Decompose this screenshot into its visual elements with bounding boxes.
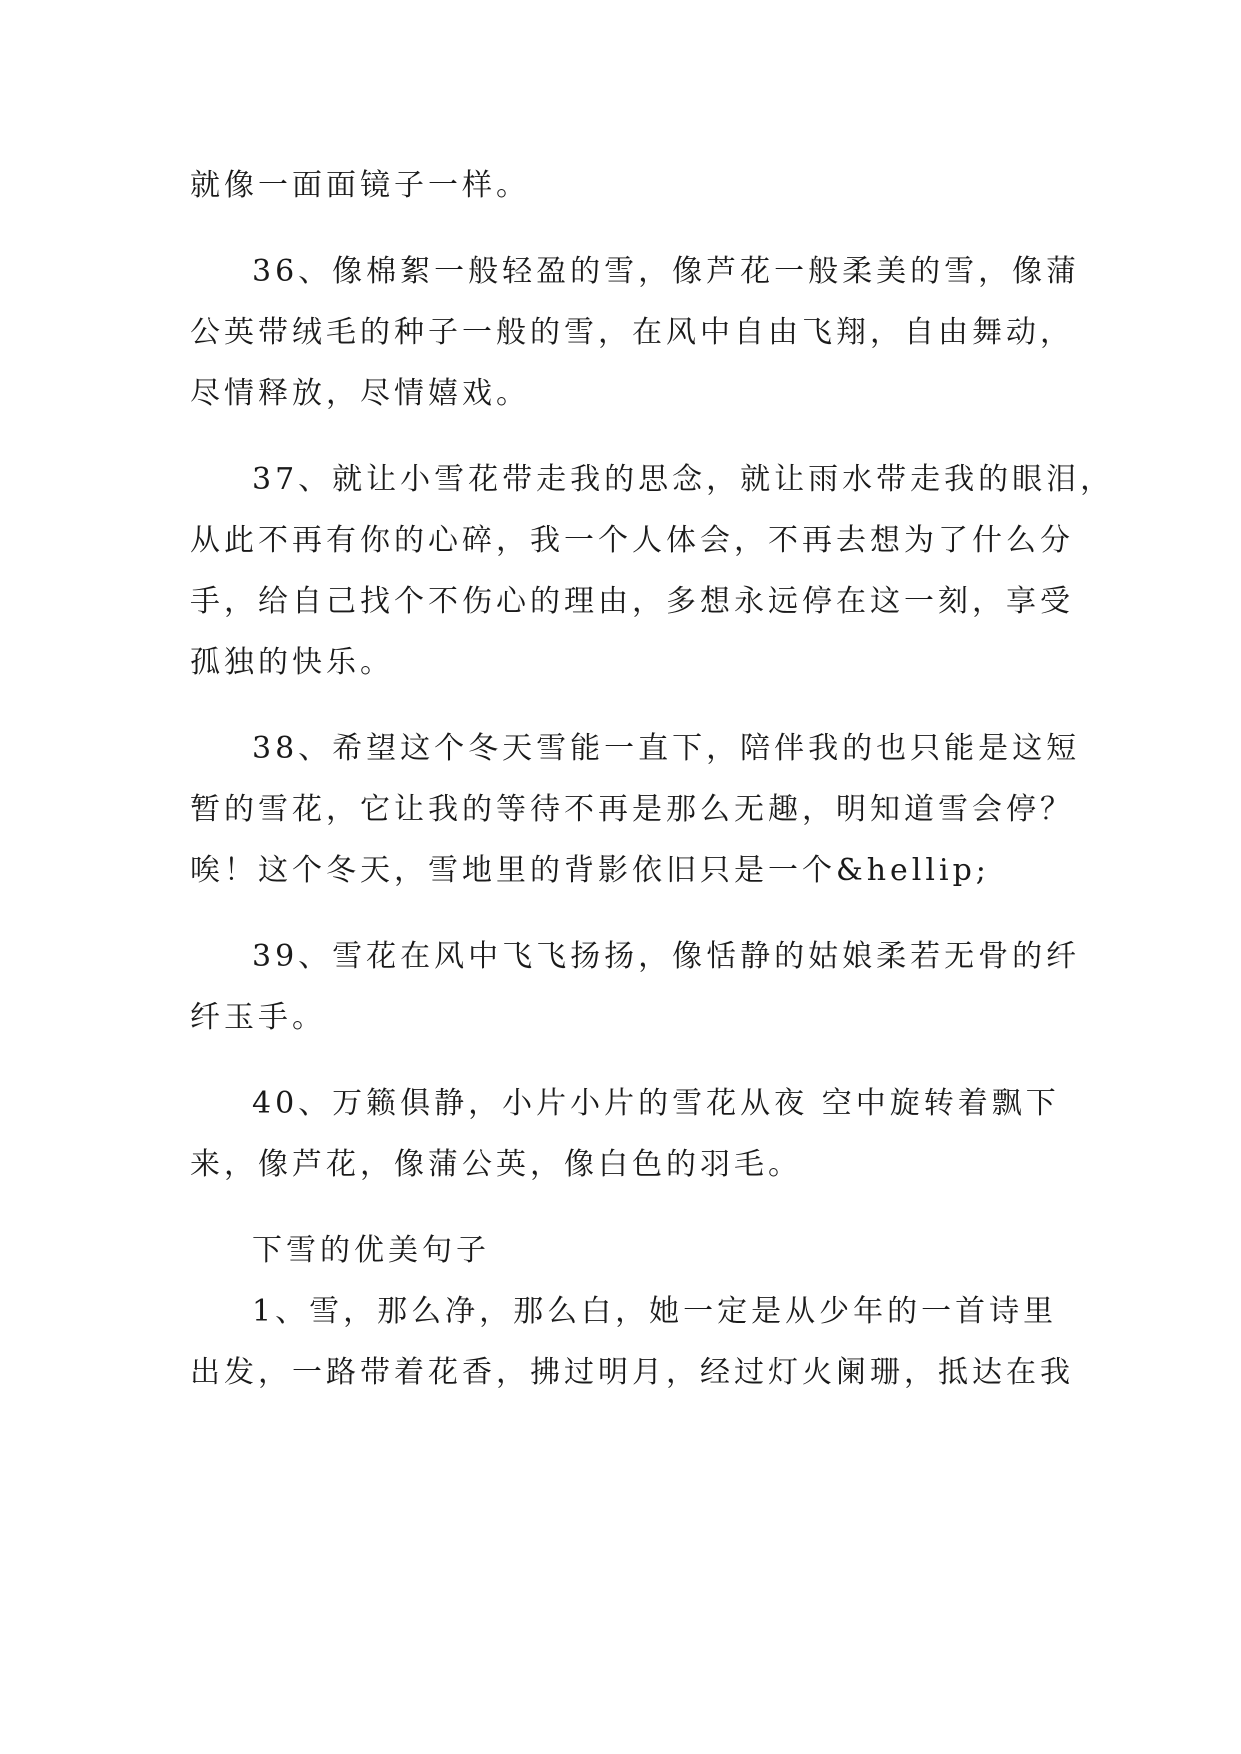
- paragraph-37-line-3: 手，给自己找个不伤心的理由，多想永远停在这一刻，享受: [190, 584, 1074, 619]
- paragraph-38-line-2: 暂的雪花，它让我的等待不再是那么无趣，明知道雪会停？: [190, 792, 1074, 827]
- paragraph-38-line-1: 38、希望这个冬天雪能一直下，陪伴我的也只能是这短: [252, 731, 1081, 766]
- paragraph-36-line-3: 尽情释放，尽情嬉戏。: [190, 376, 530, 411]
- paragraph-39-line-1: 39、雪花在风中飞飞扬扬，像恬静的姑娘柔若无骨的纤: [252, 939, 1081, 974]
- paragraph-36-line-1: 36、像棉絮一般轻盈的雪，像芦花一般柔美的雪，像蒲: [252, 254, 1081, 289]
- paragraph-40-line-2: 来，像芦花，像蒲公英，像白色的羽毛。: [190, 1147, 802, 1182]
- paragraph-40-line-1: 40、万籁俱静，小片小片的雪花从夜 空中旋转着飘下: [252, 1086, 1060, 1121]
- paragraph-39-line-2: 纤玉手。: [190, 1000, 326, 1035]
- paragraph-37-line-4: 孤独的快乐。: [190, 645, 394, 680]
- section-heading: 下雪的优美句子: [252, 1233, 490, 1268]
- paragraph-37-line-1: 37、就让小雪花带走我的思念，就让雨水带走我的眼泪，: [252, 462, 1115, 497]
- paragraph-36-line-2: 公英带绒毛的种子一般的雪，在风中自由飞翔，自由舞动，: [190, 315, 1074, 350]
- paragraph-1-line-1: 1、雪，那么净，那么白，她一定是从少年的一首诗里: [252, 1294, 1058, 1329]
- paragraph-37-line-2: 从此不再有你的心碎，我一个人体会，不再去想为了什么分: [190, 523, 1074, 558]
- paragraph-38-line-3: 唉！这个冬天，雪地里的背影依旧只是一个&hellip;: [190, 853, 990, 888]
- paragraph-1-line-2: 出发，一路带着花香，拂过明月，经过灯火阑珊，抵达在我: [190, 1355, 1074, 1390]
- paragraph-continuation-line: 就像一面面镜子一样。: [190, 168, 530, 203]
